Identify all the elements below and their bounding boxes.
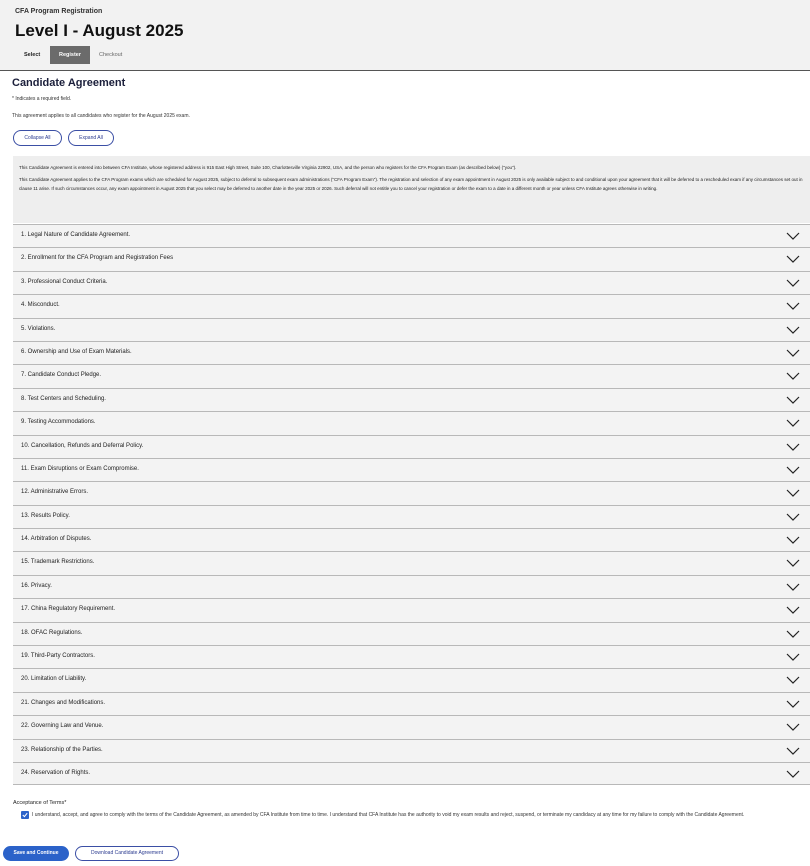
accordion-item-label: 15. Trademark Restrictions. [21, 559, 95, 566]
save-and-continue-button[interactable]: Save and Continue [3, 846, 69, 861]
accordion-item-label: 24. Reservation of Rights. [21, 769, 91, 776]
accordion-item-label: 18. OFAC Regulations. [21, 629, 83, 636]
accordion-item-label: 9. Testing Accommodations. [21, 419, 96, 426]
chevron-down-icon [786, 558, 800, 568]
expand-all-button[interactable]: Expand All [68, 130, 114, 146]
accordion-item-label: 13. Results Policy. [21, 512, 70, 519]
acceptance-label: Acceptance of Terms* [13, 800, 67, 806]
step-register[interactable]: Register [50, 46, 90, 64]
chevron-down-icon [786, 465, 800, 475]
accordion-item-label: 3. Professional Conduct Criteria. [21, 278, 108, 285]
accordion-item[interactable] [13, 388, 810, 411]
accordion-item-label: 5. Violations. [21, 325, 56, 332]
collapse-all-button[interactable]: Collapse All [13, 130, 62, 146]
accordion-item[interactable] [13, 622, 810, 645]
accordion-item-label: 16. Privacy. [21, 582, 52, 589]
accordion-item-label: 23. Relationship of the Parties. [21, 746, 103, 753]
step-checkout[interactable]: Checkout [99, 52, 123, 58]
accordion-item[interactable] [13, 364, 810, 387]
accordion-item-label: 2. Enrollment for the CFA Program and Registration Fees [21, 255, 174, 262]
accordion-item-label: 14. Arbitration of Disputes. [21, 536, 92, 543]
chevron-down-icon [786, 348, 800, 358]
chevron-down-icon [786, 675, 800, 685]
accordion-item[interactable] [13, 598, 810, 621]
chevron-down-icon [786, 371, 800, 381]
chevron-down-icon [786, 699, 800, 709]
chevron-down-icon [786, 746, 800, 756]
accordion-item[interactable] [13, 575, 810, 598]
step-select[interactable]: Select [24, 52, 41, 58]
accordion-item-label: 8. Test Centers and Scheduling. [21, 395, 106, 402]
accordion-item-label: 22. Governing Law and Venue. [21, 723, 104, 730]
chevron-down-icon [786, 582, 800, 592]
accordion-item-label: 17. China Regulatory Requirement. [21, 606, 116, 613]
program-title: CFA Program Registration [15, 8, 103, 15]
accordion-item[interactable] [13, 271, 810, 294]
chevron-down-icon [786, 278, 800, 288]
accordion-item[interactable] [13, 528, 810, 551]
accordion-item-label: 19. Third-Party Contractors. [21, 653, 95, 660]
applies-note: This agreement applies to all candidates who register for the August 2025 exam. [12, 113, 190, 119]
accept-terms-text: I understand, accept, and agree to comply with the terms of the Candidate Agreement, as amended by CFA Institute from time to time. I understand that CFA Institute has the authority to void my exam results and reject, suspend, or terminate my candidacy at any time for my failure to comply with the Candidate Agreement. [32, 812, 745, 818]
accordion-item[interactable] [13, 481, 810, 504]
accordion-item[interactable] [13, 458, 810, 481]
accordion-item-label: 7. Candidate Conduct Pledge. [21, 372, 102, 379]
accordion-item[interactable] [13, 341, 810, 364]
chevron-down-icon [786, 488, 800, 498]
chevron-down-icon [786, 325, 800, 335]
chevron-down-icon [786, 769, 800, 779]
chevron-down-icon [786, 605, 800, 615]
chevron-down-icon [786, 395, 800, 405]
chevron-down-icon [786, 231, 800, 241]
agreement-accordion [13, 224, 810, 785]
accordion-item[interactable] [13, 715, 810, 738]
accordion-item-label: 10. Cancellation, Refunds and Deferral Policy. [21, 442, 144, 449]
chevron-down-icon [786, 418, 800, 428]
intro-paragraph-2: This Candidate Agreement applies to the CFA Program exams which are scheduled for August 2025, subject to deferral to subsequent exam administrations ("CFA Program Exam"). The registration and selection of any exam appointment in August 2025 is only available subject to and conditional upon your agreement that it will be deferred to a rescheduled exam if any circumstances set out in clause 11 arise. If such circumstances occur, any exam appointment in August 2025 that you select may be deferred to another date in the year 2025 or 2026. Such deferral will not entitle you to cancel your registration or defer the exam to a date in a different month or year unless CFA Institute agrees otherwise in writing. [19, 177, 803, 192]
accordion-item[interactable] [13, 645, 810, 668]
accept-terms-checkbox[interactable] [21, 811, 29, 819]
accordion-item-label: 1. Legal Nature of Candidate Agreement. [21, 232, 131, 238]
accordion-item[interactable] [13, 247, 810, 270]
accordion-item[interactable] [13, 224, 810, 247]
accordion-item-label: 11. Exam Disruptions or Exam Compromise. [21, 465, 139, 472]
required-field-note: * Indicates a required field. [12, 96, 72, 102]
chevron-down-icon [786, 652, 800, 662]
accordion-item-label: 12. Administrative Errors. [21, 489, 89, 496]
chevron-down-icon [786, 301, 800, 311]
accordion-item-label: 6. Ownership and Use of Exam Materials. [21, 348, 132, 355]
chevron-down-icon [786, 722, 800, 732]
accordion-item[interactable] [13, 692, 810, 715]
section-title: Candidate Agreement [12, 77, 126, 89]
accordion-item-label: 21. Changes and Modifications. [21, 699, 106, 706]
accordion-item[interactable] [13, 668, 810, 691]
accordion-item[interactable] [13, 505, 810, 528]
chevron-down-icon [786, 535, 800, 545]
accordion-item-label: 4. Misconduct. [21, 302, 60, 309]
accordion-item[interactable] [13, 762, 810, 785]
accordion-item[interactable] [13, 739, 810, 762]
page-header [0, 0, 810, 71]
accordion-item[interactable] [13, 435, 810, 458]
accordion-item[interactable] [13, 294, 810, 317]
chevron-down-icon [786, 254, 800, 264]
accordion-item-label: 20. Limitation of Liability. [21, 676, 87, 683]
chevron-down-icon [786, 512, 800, 522]
accordion-item[interactable] [13, 411, 810, 434]
download-agreement-button[interactable]: Download Candidate Agreement [75, 846, 179, 861]
accordion-item[interactable] [13, 551, 810, 574]
intro-paragraph-1: This Candidate Agreement is entered into between CFA Institute, whose registered address is 915 East High Street, Suite 100, Charlottesville Virginia 22902, USA, and the person who registers for the CFA Program Exam (as described below) ("you"). [19, 165, 517, 170]
chevron-down-icon [786, 629, 800, 639]
chevron-down-icon [786, 442, 800, 452]
accordion-item[interactable] [13, 318, 810, 341]
page-title: Level I - August 2025 [15, 21, 184, 40]
agreement-intro [13, 156, 810, 223]
checkmark-icon [22, 812, 28, 818]
